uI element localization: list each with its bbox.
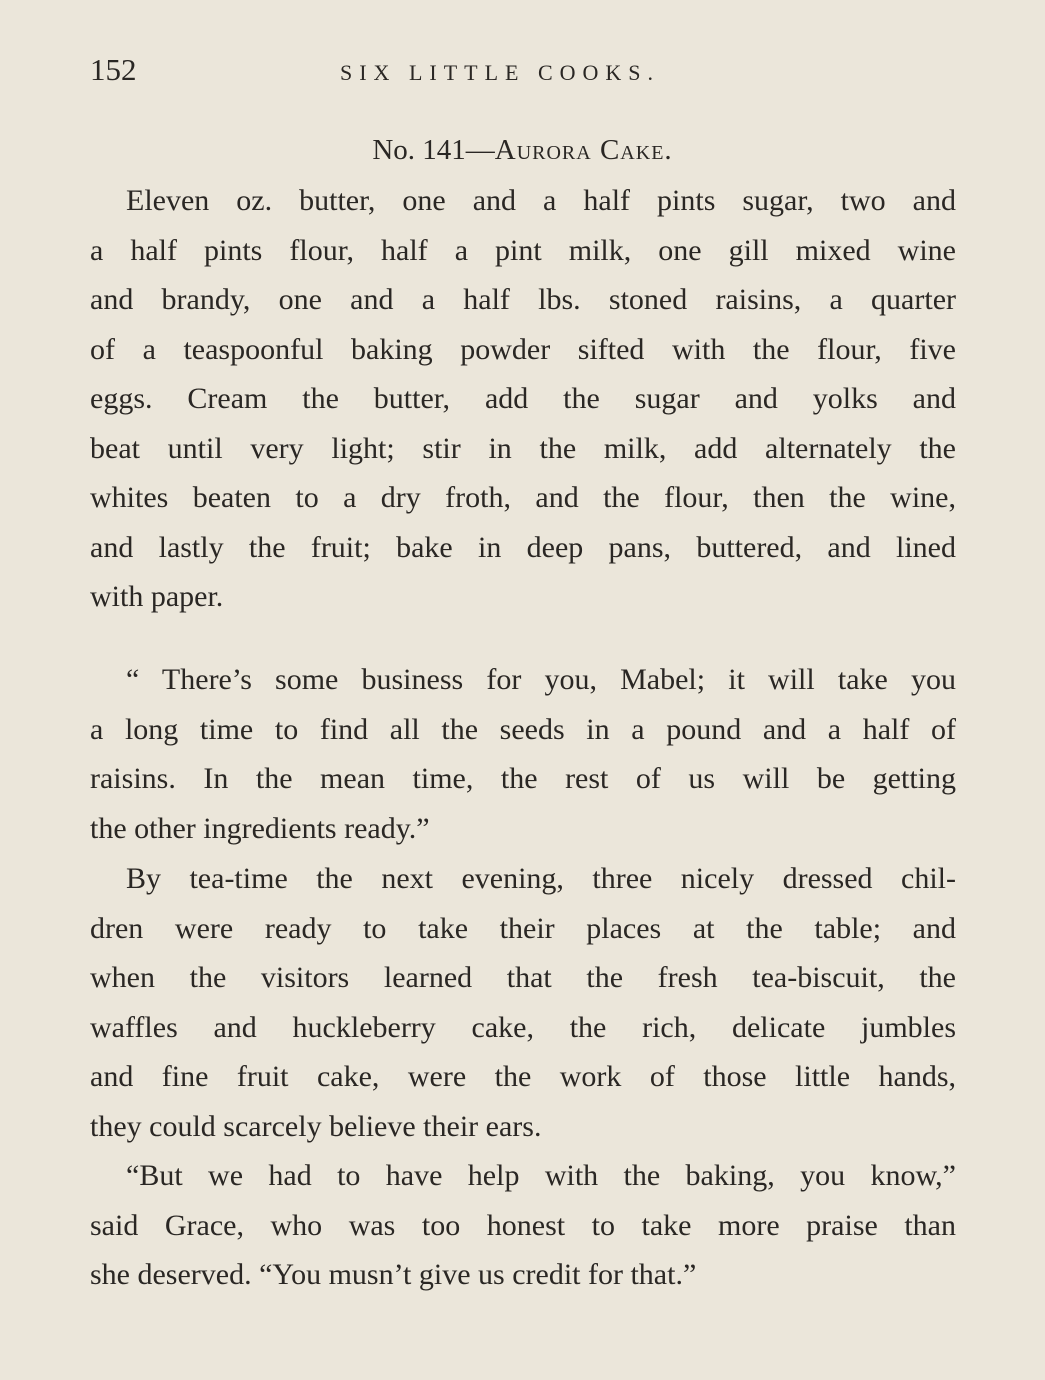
text-line: and lastly the fruit; bake in deep pans, buttered, and lined	[90, 530, 956, 564]
running-head	[90, 52, 956, 92]
text-line: she deserved. “You musn’t give us credit for that.”	[90, 1258, 697, 1291]
recipe-heading	[0, 134, 1045, 167]
text-line: said Grace, who was too honest to take more praise than	[90, 1208, 956, 1242]
page-number: 152	[90, 52, 137, 87]
text-line: “ There’s some business for you, Mabel; it will take you	[126, 663, 956, 696]
text-line: “But we had to have help with the baking, you know,”	[126, 1159, 956, 1192]
text-line: raisins. In the mean time, the rest of us will be getting	[90, 762, 956, 795]
text-line: and fine fruit cake, were the work of those little hands,	[90, 1060, 956, 1093]
running-title: SIX LITTLE COOKS.	[340, 60, 661, 85]
text-line: with paper.	[90, 580, 224, 613]
story-paragraph	[90, 655, 956, 853]
text-line: a long time to find all the seeds in a pound and a half of	[90, 712, 956, 746]
recipe-name: Aurora Cake.	[494, 134, 673, 166]
recipe-number: No. 141—	[372, 134, 495, 166]
text-line: a half pints flour, half a pint milk, one gill mixed wine	[90, 233, 956, 267]
text-line: waffles and huckleberry cake, the rich, delicate jumbles	[90, 1010, 956, 1044]
text-line: By tea-time the next evening, three nicely dressed chil-	[126, 862, 956, 895]
text-line: and brandy, one and a half lbs. stoned raisins, a quarter	[90, 283, 956, 316]
text-line: Eleven oz. butter, one and a half pints sugar, two and	[126, 184, 956, 217]
text-line: dren were ready to take their places at the table; and	[90, 911, 956, 945]
story-paragraph	[90, 1151, 956, 1300]
text-line: whites beaten to a dry froth, and the flour, then the wine,	[90, 481, 956, 514]
text-line: they could scarcely believe their ears.	[90, 1109, 542, 1143]
text-line: eggs. Cream the butter, add the sugar and yolks and	[90, 382, 956, 415]
story-paragraph	[90, 854, 956, 1151]
recipe-paragraph	[90, 176, 956, 622]
text-line: when the visitors learned that the fresh tea-biscuit, the	[90, 961, 956, 994]
text-line: the other ingredients ready.”	[90, 811, 430, 845]
text-line: of a teaspoonful baking powder sifted with the flour, five	[90, 332, 956, 366]
text-line: beat until very light; stir in the milk, add alternately the	[90, 431, 956, 465]
